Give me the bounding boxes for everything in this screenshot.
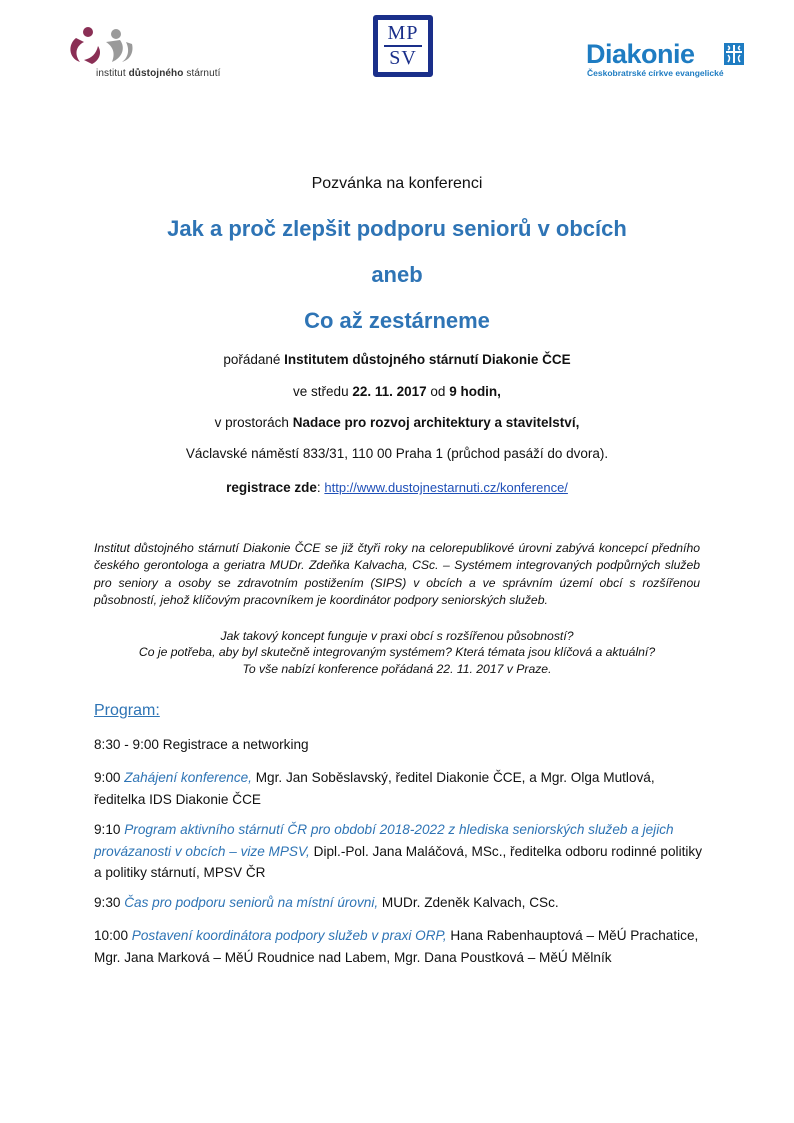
conference-title: Jak a proč zlepšit podporu seniorů v obcích (167, 216, 627, 241)
invitation-label: Pozvánka na konferenci (311, 175, 483, 192)
program-item: 9:10 Program aktivního stárnutí ČR pro období 2018-2022 z hlediska seniorských služeb a jejich provázanosti v obcích – vize MPSV, Dipl.-Pol. Jana Maláčová, MSc., ředitelka odboru rodinné politiky a politiky stárnutí, MPSV ČR (94, 822, 702, 880)
organizer-line: pořádané Institutem důstojného stárnutí Diakonie ČCE (223, 352, 571, 367)
program-time: 8:30 - 9:00 (94, 737, 163, 752)
program-topic: Zahájení konference, (124, 770, 252, 785)
question-line: To vše nabízí konference pořádaná 22. 11. 2017 v Praze. (242, 661, 552, 676)
program-time: 10:00 (94, 928, 132, 943)
program-topic: Postavení koordinátora podpory služeb v praxi ORP, (131, 928, 447, 943)
mpsv-logo-bottom: SV (389, 47, 417, 69)
program-time: 9:10 (94, 822, 125, 837)
diakonie-logo (586, 40, 748, 80)
program-item: 8:30 - 9:00 Registrace a networking (94, 737, 309, 752)
mpsv-logo-top: MP (387, 22, 419, 44)
registration-line: registrace zde: http://www.dustojnestarnuti.cz/konference/ (226, 480, 568, 495)
program-item: 9:00 Zahájení konference, Mgr. Jan Soběslavský, ředitel Diakonie ČCE, a Mgr. Olga Mutlová, ředitelka IDS Diakonie ČCE (94, 770, 655, 807)
conference-subtitle: Co až zestárneme (304, 308, 490, 333)
address-line: Václavské náměstí 833/31, 110 00 Praha 1 (průchod pasáží do dvora). (185, 446, 609, 461)
program-time: 9:00 (94, 770, 125, 785)
registration-link[interactable]: http://www.dustojnestarnuti.cz/konference/ (324, 480, 568, 495)
program-topic: Program aktivního stárnutí ČR pro období 2018-2022 z hlediska seniorských služeb a jejich provázanosti v obcích – vize MPSV, (94, 822, 674, 859)
question-line: Co je potřeba, aby byl skutečně integrovaným systémem? Která témata jsou klíčová a aktuální? (138, 645, 656, 660)
date-line: ve středu 22. 11. 2017 od 9 hodin, (293, 384, 501, 399)
questions-block (60, 628, 734, 677)
question-line: Jak takový koncept funguje v praxi obcí s rozšířenou působností? (220, 629, 574, 643)
program-topic: Čas pro podporu seniorů na místní úrovni, (124, 895, 379, 910)
conference-title-conjunction: aneb (371, 262, 423, 287)
ids-logo (66, 24, 221, 84)
program-heading: Program: (94, 702, 160, 719)
ids-people-icon (66, 24, 136, 68)
diakonie-logo-word: Diakonie (586, 39, 695, 69)
program-item: 10:00 Postavení koordinátora podpory služeb v praxi ORP, Hana Rabenhauptová – MěÚ Prachatice, Mgr. Jana Marková – MěÚ Roudnice nad Labem, Mgr. Dana Poustková – MěÚ Mělník (94, 928, 699, 965)
mpsv-logo (373, 15, 433, 77)
ids-logo-caption: institut důstojného stárnutí (96, 68, 221, 79)
intro-paragraph: Institut důstojného stárnutí Diakonie ČCE se již čtyři roky na celorepublikové úrovni zabývá koncepcí předního českého gerontologa a geriatra MUDr. Zdeňka Kalvacha, CSc. – Systémem integrovaných podpůrných služeb pro seniory a osoby se zdravotním postižením (SIPS) v obcích a ve správním území obcí s rozšířenou působností, jehož klíčovým pracovníkem je koordinátor podpory seniorských služeb. (94, 541, 700, 608)
logo-bar (0, 0, 794, 90)
program-item: 9:30 Čas pro podporu seniorů na místní úrovni, MUDr. Zdeněk Kalvach, CSc. (94, 895, 559, 910)
program-time: 9:30 (94, 895, 125, 910)
venue-line: v prostorách Nadace pro rozvoj architektury a stavitelství, (214, 415, 580, 430)
diakonie-logo-subtitle: Českobratrské církve evangelické (587, 68, 724, 78)
diakonie-cross-icon (724, 43, 744, 65)
